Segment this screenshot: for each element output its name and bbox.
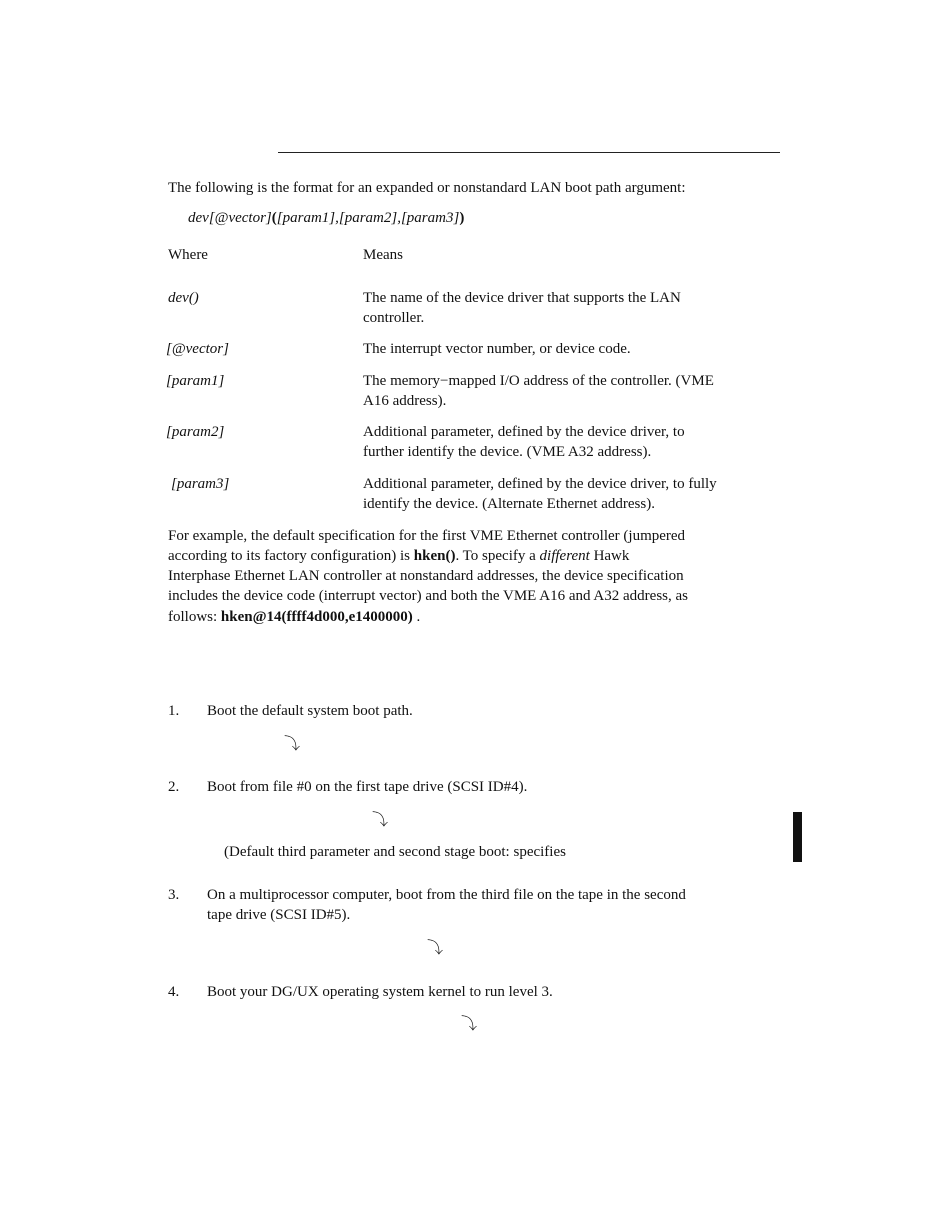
def-param3-line1: Additional parameter, defined by the device driver, to fully: [363, 476, 717, 492]
emphasis-different: different: [539, 548, 590, 564]
term-dev: dev(): [168, 290, 199, 306]
def-param2-line2: further identify the device. (VME A32 address).: [363, 444, 652, 460]
term-param2: [param2]: [166, 424, 225, 440]
syntax-params: [param1],[param2],[param3]: [276, 210, 460, 226]
term-param1: [param1]: [166, 373, 225, 389]
step-number: 3.: [168, 887, 180, 903]
example-line1: For example, the default specification for the first VME Ethernet controller (jumpered: [168, 528, 686, 544]
return-key-icon: ⤵: [427, 938, 444, 957]
def-param3-line2: identify the device. (Alternate Ethernet address).: [363, 496, 655, 512]
return-key-icon: ⤵: [284, 734, 301, 753]
return-key-icon: ⤵: [372, 810, 389, 829]
syntax-open-paren: (: [271, 210, 277, 226]
def-dev-line2: controller.: [363, 310, 425, 326]
header-rule: [278, 152, 780, 153]
step-text: Boot your DG/UX operating system kernel to run level 3.: [207, 984, 553, 1000]
step-text: Boot from file #0 on the first tape drive (SCSI ID#4).: [207, 779, 528, 795]
example-text: follows:: [168, 609, 221, 625]
example-line5: [168, 607, 420, 627]
return-key-icon: ⤵: [461, 1014, 478, 1033]
step-number: 1.: [168, 703, 180, 719]
syntax-line: [188, 208, 464, 228]
table-header-means: Means: [363, 247, 403, 263]
example-line2: [168, 546, 629, 566]
intro-text: The following is the format for an expanded or nonstandard LAN boot path argument:: [168, 180, 686, 196]
example-line4: includes the device code (interrupt vector) and both the VME A16 and A32 address, as: [168, 588, 688, 604]
syntax-dev: dev[@vector]: [188, 210, 272, 226]
def-param1-line2: A16 address).: [363, 393, 447, 409]
term-param3: [param3]: [171, 476, 230, 492]
step-number: 4.: [168, 984, 180, 1000]
def-param2-line1: Additional parameter, defined by the device driver, to: [363, 424, 685, 440]
step-text-line2: tape drive (SCSI ID#5).: [207, 907, 351, 923]
example-text: .: [412, 609, 421, 625]
def-param1-line1: The memory−mapped I/O address of the controller. (VME: [363, 373, 714, 389]
example-text: Hawk: [589, 548, 630, 564]
step-text: On a multiprocessor computer, boot from the third file on the tape in the second: [207, 887, 686, 903]
def-vector-line1: The interrupt vector number, or device code.: [363, 341, 631, 357]
chapter-thumb-tab: [793, 812, 805, 862]
step-note: (Default third parameter and second stage boot: specifies: [224, 844, 566, 860]
nonstandard-device-spec: hken@14(ffff4d000,e1400000): [220, 609, 413, 625]
table-header-where: Where: [168, 247, 208, 263]
step-number: 2.: [168, 779, 180, 795]
term-vector: [@vector]: [166, 341, 229, 357]
def-dev-line1: The name of the device driver that supports the LAN: [363, 290, 681, 306]
syntax-close-paren: ): [459, 210, 465, 226]
example-text: . To specify a: [455, 548, 540, 564]
example-text: according to its factory configuration) is: [168, 548, 414, 564]
default-device-spec: hken(): [413, 548, 456, 564]
example-line3: Interphase Ethernet LAN controller at nonstandard addresses, the device specification: [168, 568, 684, 584]
step-text: Boot the default system boot path.: [207, 703, 413, 719]
